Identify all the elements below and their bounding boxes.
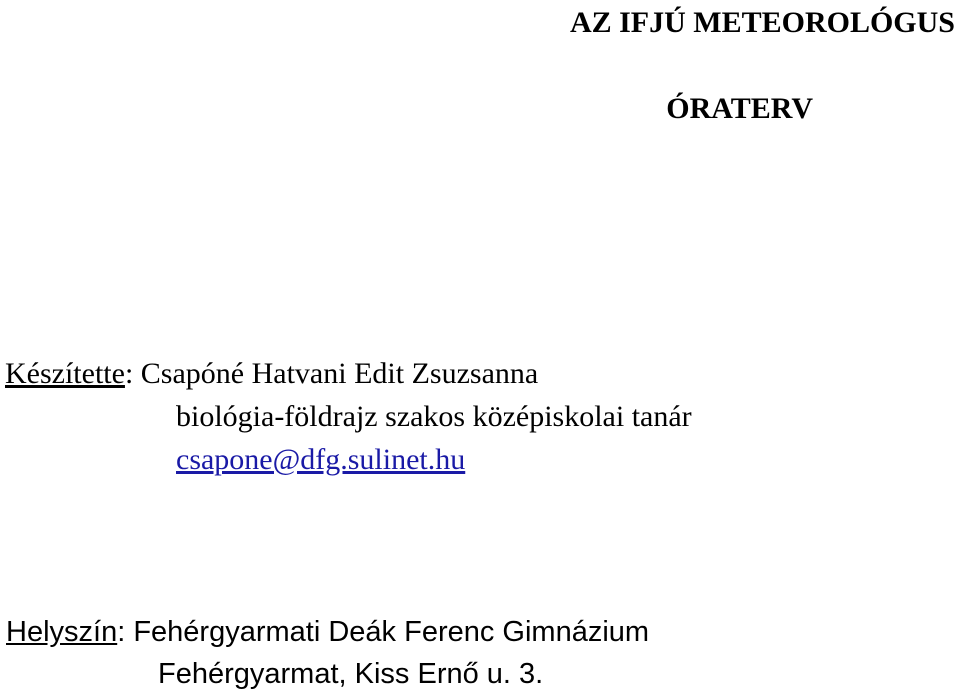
location-label: Helyszín	[6, 616, 118, 648]
location-label-separator: :	[117, 616, 126, 648]
author-email-link[interactable]: csapone@dfg.sulinet.hu	[176, 443, 466, 476]
author-degree: biológia-földrajz szakos középiskolai tanár	[176, 400, 692, 433]
location-school: Fehérgyarmati Deák Ferenc Gimnázium	[133, 616, 650, 648]
location-row	[6, 616, 649, 649]
author-label-separator: :	[124, 357, 134, 390]
document-subtitle: ÓRATERV	[666, 92, 813, 125]
location-address: Fehérgyarmat, Kiss Ernő u. 3.	[158, 658, 544, 690]
author-email-row	[176, 443, 465, 477]
author-name: Csapóné Hatvani Edit Zsuzsanna	[140, 357, 539, 390]
document-title: AZ IFJÚ METEOROLÓGUS	[569, 6, 955, 39]
author-row	[5, 357, 538, 391]
author-label: Készítette	[5, 357, 125, 390]
